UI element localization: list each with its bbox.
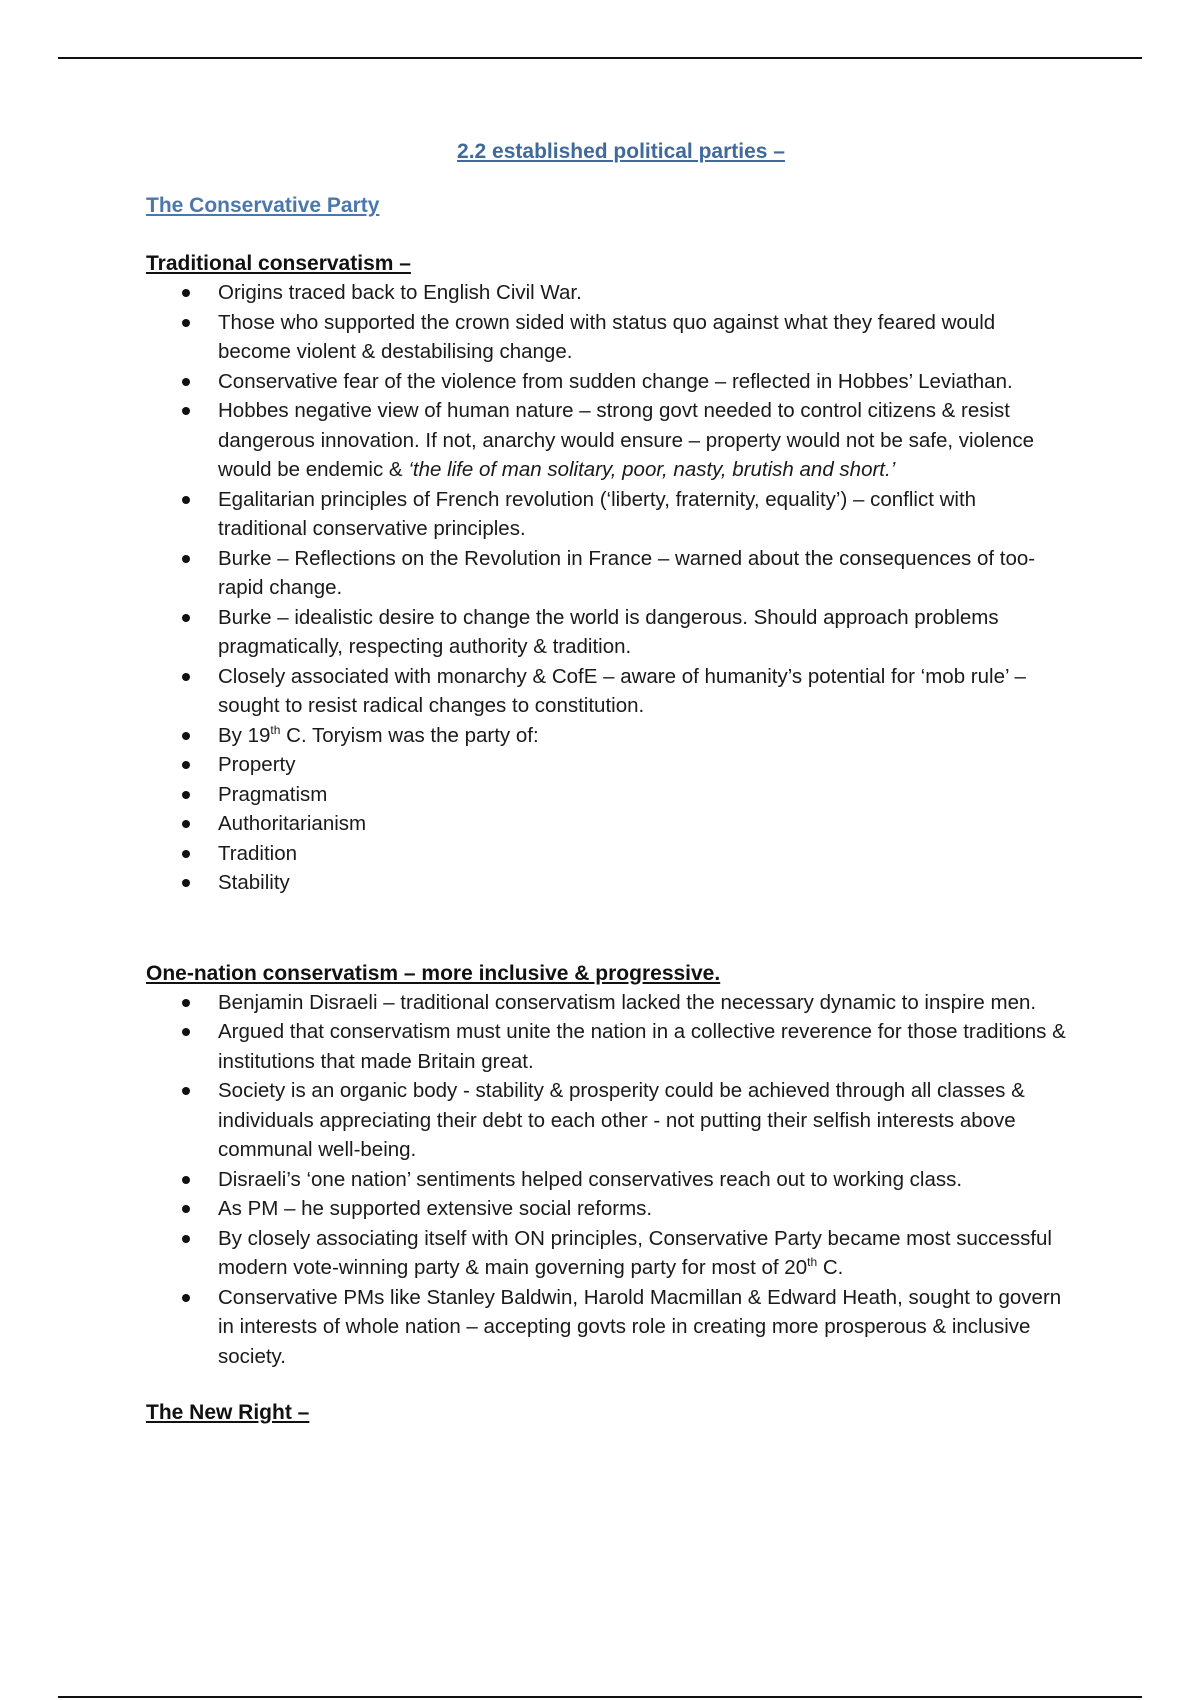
- document-body: [146, 140, 1066, 1427]
- list-item-text: By closely associating itself with ON principles, Conservative Party became most successful modern vote-winning party & main governing party for most of 20: [218, 1226, 1052, 1279]
- list-item: Tradition: [218, 839, 1066, 869]
- list-item: Burke – Reflections on the Revolution in France – warned about the consequences of too-rapid change.: [218, 544, 1066, 603]
- superscript: th: [807, 1255, 818, 1270]
- list-item: As PM – he supported extensive social reforms.: [218, 1194, 1066, 1224]
- list-item: Conservative fear of the violence from sudden change – reflected in Hobbes’ Leviathan.: [218, 367, 1066, 397]
- party-subtitle: The Conservative Party: [146, 194, 380, 217]
- list-item: Burke – idealistic desire to change the world is dangerous. Should approach problems pragmatically, respecting authority & tradition.: [218, 603, 1066, 662]
- bullet-list-traditional: [146, 278, 1066, 898]
- list-item: Those who supported the crown sided with status quo against what they feared would become violent & destabilising change.: [218, 308, 1066, 367]
- list-item: Society is an organic body - stability & prosperity could be achieved through all classes & individuals appreciating their debt to each other - not putting their selfish interests above communal well-being.: [218, 1076, 1066, 1165]
- hobbes-quote: ‘the life of man solitary, poor, nasty, brutish and short.’: [408, 458, 896, 481]
- list-item: Egalitarian principles of French revolution (‘liberty, fraternity, equality’) – conflict with traditional conservative principles.: [218, 485, 1066, 544]
- list-item: Closely associated with monarchy & CofE – aware of humanity’s potential for ‘mob rule’ – sought to resist radical changes to constitution.: [218, 662, 1066, 721]
- list-item-text: C.: [817, 1256, 844, 1279]
- footer-rule: [58, 1696, 1142, 1698]
- section-heading-traditional: Traditional conservatism –: [146, 252, 411, 275]
- list-item: Disraeli’s ‘one nation’ sentiments helped conservatives reach out to working class.: [218, 1165, 1066, 1195]
- list-item-text: Hobbes negative view of human nature – strong govt needed to control citizens & resist dangerous innovation. If not, anarchy would ensure – property would not be safe, violence would be endemic &: [218, 399, 1034, 481]
- list-item: [218, 1224, 1066, 1283]
- list-item: [218, 721, 1066, 751]
- list-item-text: C. Toryism was the party of:: [280, 723, 539, 747]
- list-item: Authoritarianism: [218, 809, 1066, 839]
- list-item: Property: [218, 750, 1066, 780]
- list-item: Conservative PMs like Stanley Baldwin, Harold Macmillan & Edward Heath, sought to govern in interests of whole nation – accepting govts role in creating more prosperous & inclusive society.: [218, 1283, 1066, 1372]
- list-item: Argued that conservatism must unite the nation in a collective reverence for those traditions & institutions that made Britain great.: [218, 1017, 1066, 1076]
- list-item: [218, 396, 1066, 485]
- header-rule: [58, 57, 1142, 59]
- list-item-text: By 19: [218, 723, 271, 747]
- list-item: Origins traced back to English Civil War.: [218, 278, 1066, 308]
- page-title: 2.2 established political parties –: [457, 140, 785, 163]
- section-heading-one-nation: One-nation conservatism – more inclusive & progressive.: [146, 961, 721, 985]
- list-item: Stability: [218, 868, 1066, 898]
- section-heading-new-right: The New Right –: [146, 1401, 310, 1424]
- list-item: Benjamin Disraeli – traditional conservatism lacked the necessary dynamic to inspire men.: [218, 988, 1066, 1018]
- list-item: Pragmatism: [218, 780, 1066, 810]
- bullet-list-one-nation: [146, 988, 1066, 1372]
- superscript: th: [270, 722, 281, 737]
